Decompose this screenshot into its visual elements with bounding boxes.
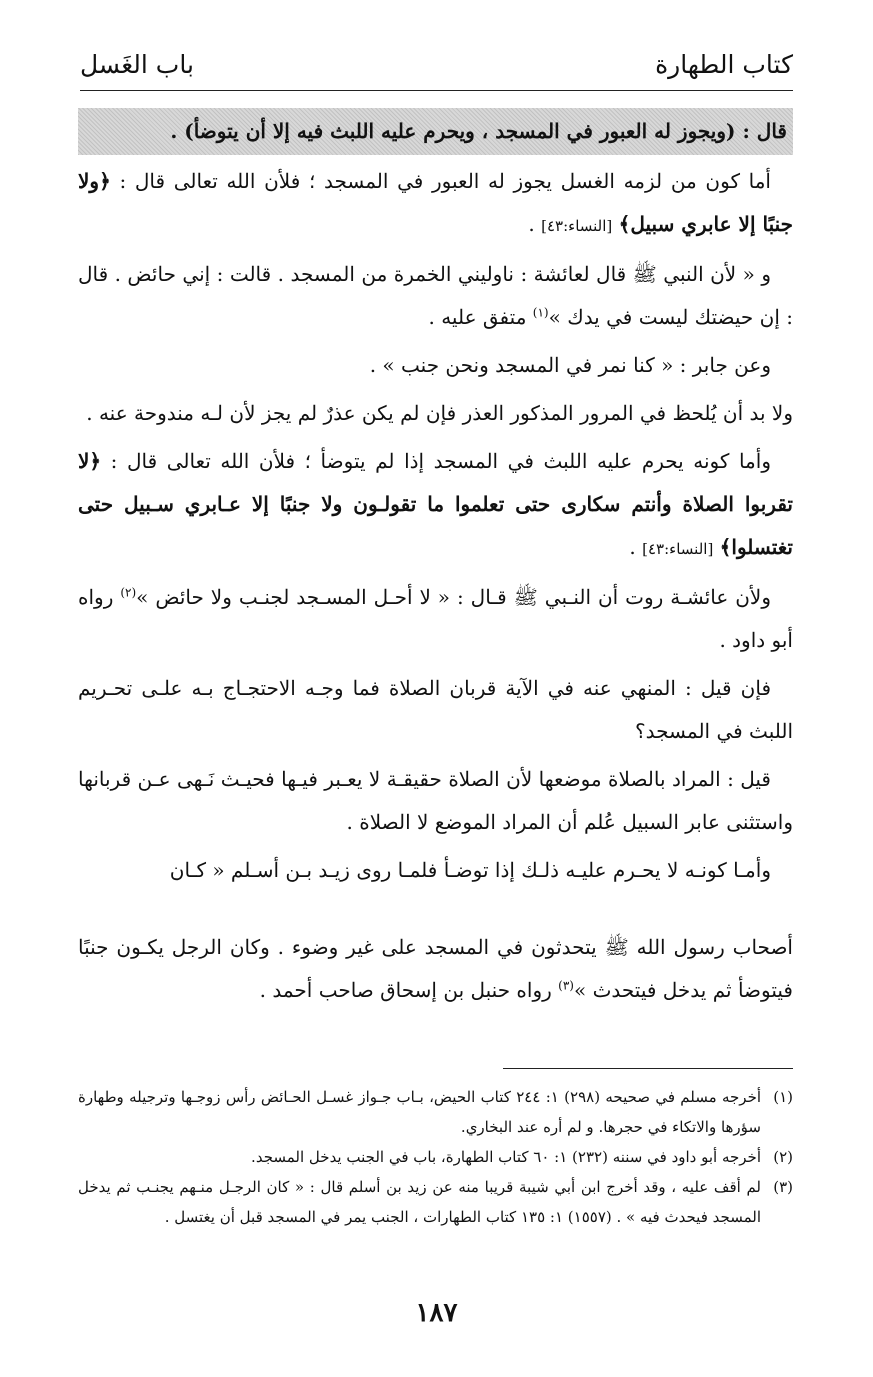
footnote-text: أخرجه أبو داود في سننه (٢٣٢) ١: ٦٠ كتاب الطهارة، باب في الجنب يدخل المسجد. [251, 1148, 761, 1166]
footnote-number: (٣) [773, 1178, 793, 1196]
footnote-number: (٢) [773, 1148, 793, 1166]
paragraph-10-end: رواه حنبل بن إسحاق صاحب أحمد . [259, 978, 559, 1002]
footnote-text: لم أقف عليه ، وقد أخرج ابن أبي شيبة قريبا منه عن زيد بن أسلم قال : « كان الرجـل منـهم يجنـب ثم يدخل المسجد فيحدث فيه » . (١٥٥٧) ١: ١٣٥ كتاب الطهارات ، الجنب يمر في المسجد قبل أن يغتسل . [78, 1178, 761, 1226]
paragraph-1-end: . [528, 212, 542, 236]
paragraph-6-text: ولأن عائشـة روت أن النـبي ﷺ قـال : « لا أحـل المسـجد لجنـب ولا حائض » [136, 585, 771, 609]
paragraph-5 [78, 440, 793, 571]
footnote-1 [78, 1082, 793, 1142]
paragraph-2-text: و « لأن النبي ﷺ قال لعائشة : ناوليني الخمرة من المسجد . قالت : إني حائض . قال : إن حيضتك ليست في يدك » [78, 262, 793, 329]
paragraph-2 [78, 253, 793, 339]
quran-verse-1: ﴿ولا جنبًا إلا عابري سبيل﴾ [78, 169, 793, 236]
paragraph-1-text: أما كون من لزمه الغسل يجوز له العبور في المسجد ؛ فلأن الله تعالى قال : [110, 169, 771, 193]
footnote-2 [78, 1142, 793, 1172]
footnote-number: (١) [773, 1088, 793, 1106]
matn-highlight: قال : (ويجوز له العبور في المسجد ، ويحرم عليه اللبث فيه إلا أن يتوضأ) . [78, 108, 793, 155]
running-header [80, 40, 793, 91]
footnote-marker-3: (٣) [558, 978, 574, 993]
page-number: ١٨٧ [415, 1298, 458, 1328]
paragraph-3: وعن جابر : « كنا نمر في المسجد ونحن جنب » . [369, 353, 771, 377]
footnote-separator [503, 1068, 793, 1069]
footnotes [78, 1082, 793, 1232]
paragraph-10 [78, 926, 793, 1012]
paragraph-7: فإن قيل : المنهي عنه في الآية قربان الصلاة فما وجـه الاحتجـاج بـه علـى تحـريم اللبث في المسجد؟ [78, 676, 793, 743]
main-text [78, 108, 793, 1017]
paragraph-10-text: أصحاب رسول الله ﷺ يتحدثون في المسجد على غير وضوء . وكان الرجل يكـون جنبًا فيتوضأ ثم يدخل فيتحدث » [78, 935, 793, 1002]
footnote-marker-1: (١) [532, 305, 549, 320]
footnote-marker-2: (٢) [120, 585, 137, 600]
paragraph-2-end: متفق عليه . [428, 305, 533, 329]
quran-verse-2: ﴿لا تقربوا الصلاة وأنتم سكارى حتى تعلموا ما تقولـون ولا جنبًا إلا عـابري سـبيل حتى تغتسلوا﴾ [78, 449, 793, 559]
footnote-text: أخرجه مسلم في صحيحه (٢٩٨) ١: ٢٤٤ كتاب الحيض، بـاب جـواز غسـل الحـائض رأس زوجـها وترجيله وطهارة سؤرها والاتكاء في حجرها. و لم أره عند البخاري. [78, 1088, 762, 1136]
paragraph-5-end: . [629, 535, 643, 559]
paragraph-6-end: رواه أبو داود . [78, 585, 793, 652]
paragraph-6 [78, 576, 793, 662]
verse-reference-1: [النساء:٤٣] [541, 217, 613, 235]
verse-reference-2: [النساء:٤٣] [642, 540, 714, 558]
chapter-title: باب الغَسل [80, 50, 194, 79]
paragraph-9: وأمـا كونـه لا يحـرم عليـه ذلـك إذا توضـأ فلمـا روى زيـد بـن أسـلم « كـان [169, 858, 771, 882]
paragraph-4: ولا بد أن يُلحظ في المرور المذكور العذر فإن لم يكن عذرٌ لم يجز لأن لـه مندوحة عنه . [86, 401, 793, 425]
book-title: كتاب الطهارة [655, 50, 793, 79]
footnote-3 [78, 1172, 793, 1232]
paragraph-1 [78, 160, 793, 248]
paragraph-5-text: وأما كونه يحرم عليه اللبث في المسجد إذا لم يتوضأ ؛ فلأن الله تعالى قال : [101, 449, 771, 473]
paragraph-8: قيل : المراد بالصلاة موضعها لأن الصلاة حقيقـة لا يعـبر فيـها فحيـث نَـهى عـن قربانها واستثنى عابر السبيل عُلم أن المراد الموضع لا الصلاة . [78, 767, 793, 834]
highlighted-matn [78, 108, 793, 155]
